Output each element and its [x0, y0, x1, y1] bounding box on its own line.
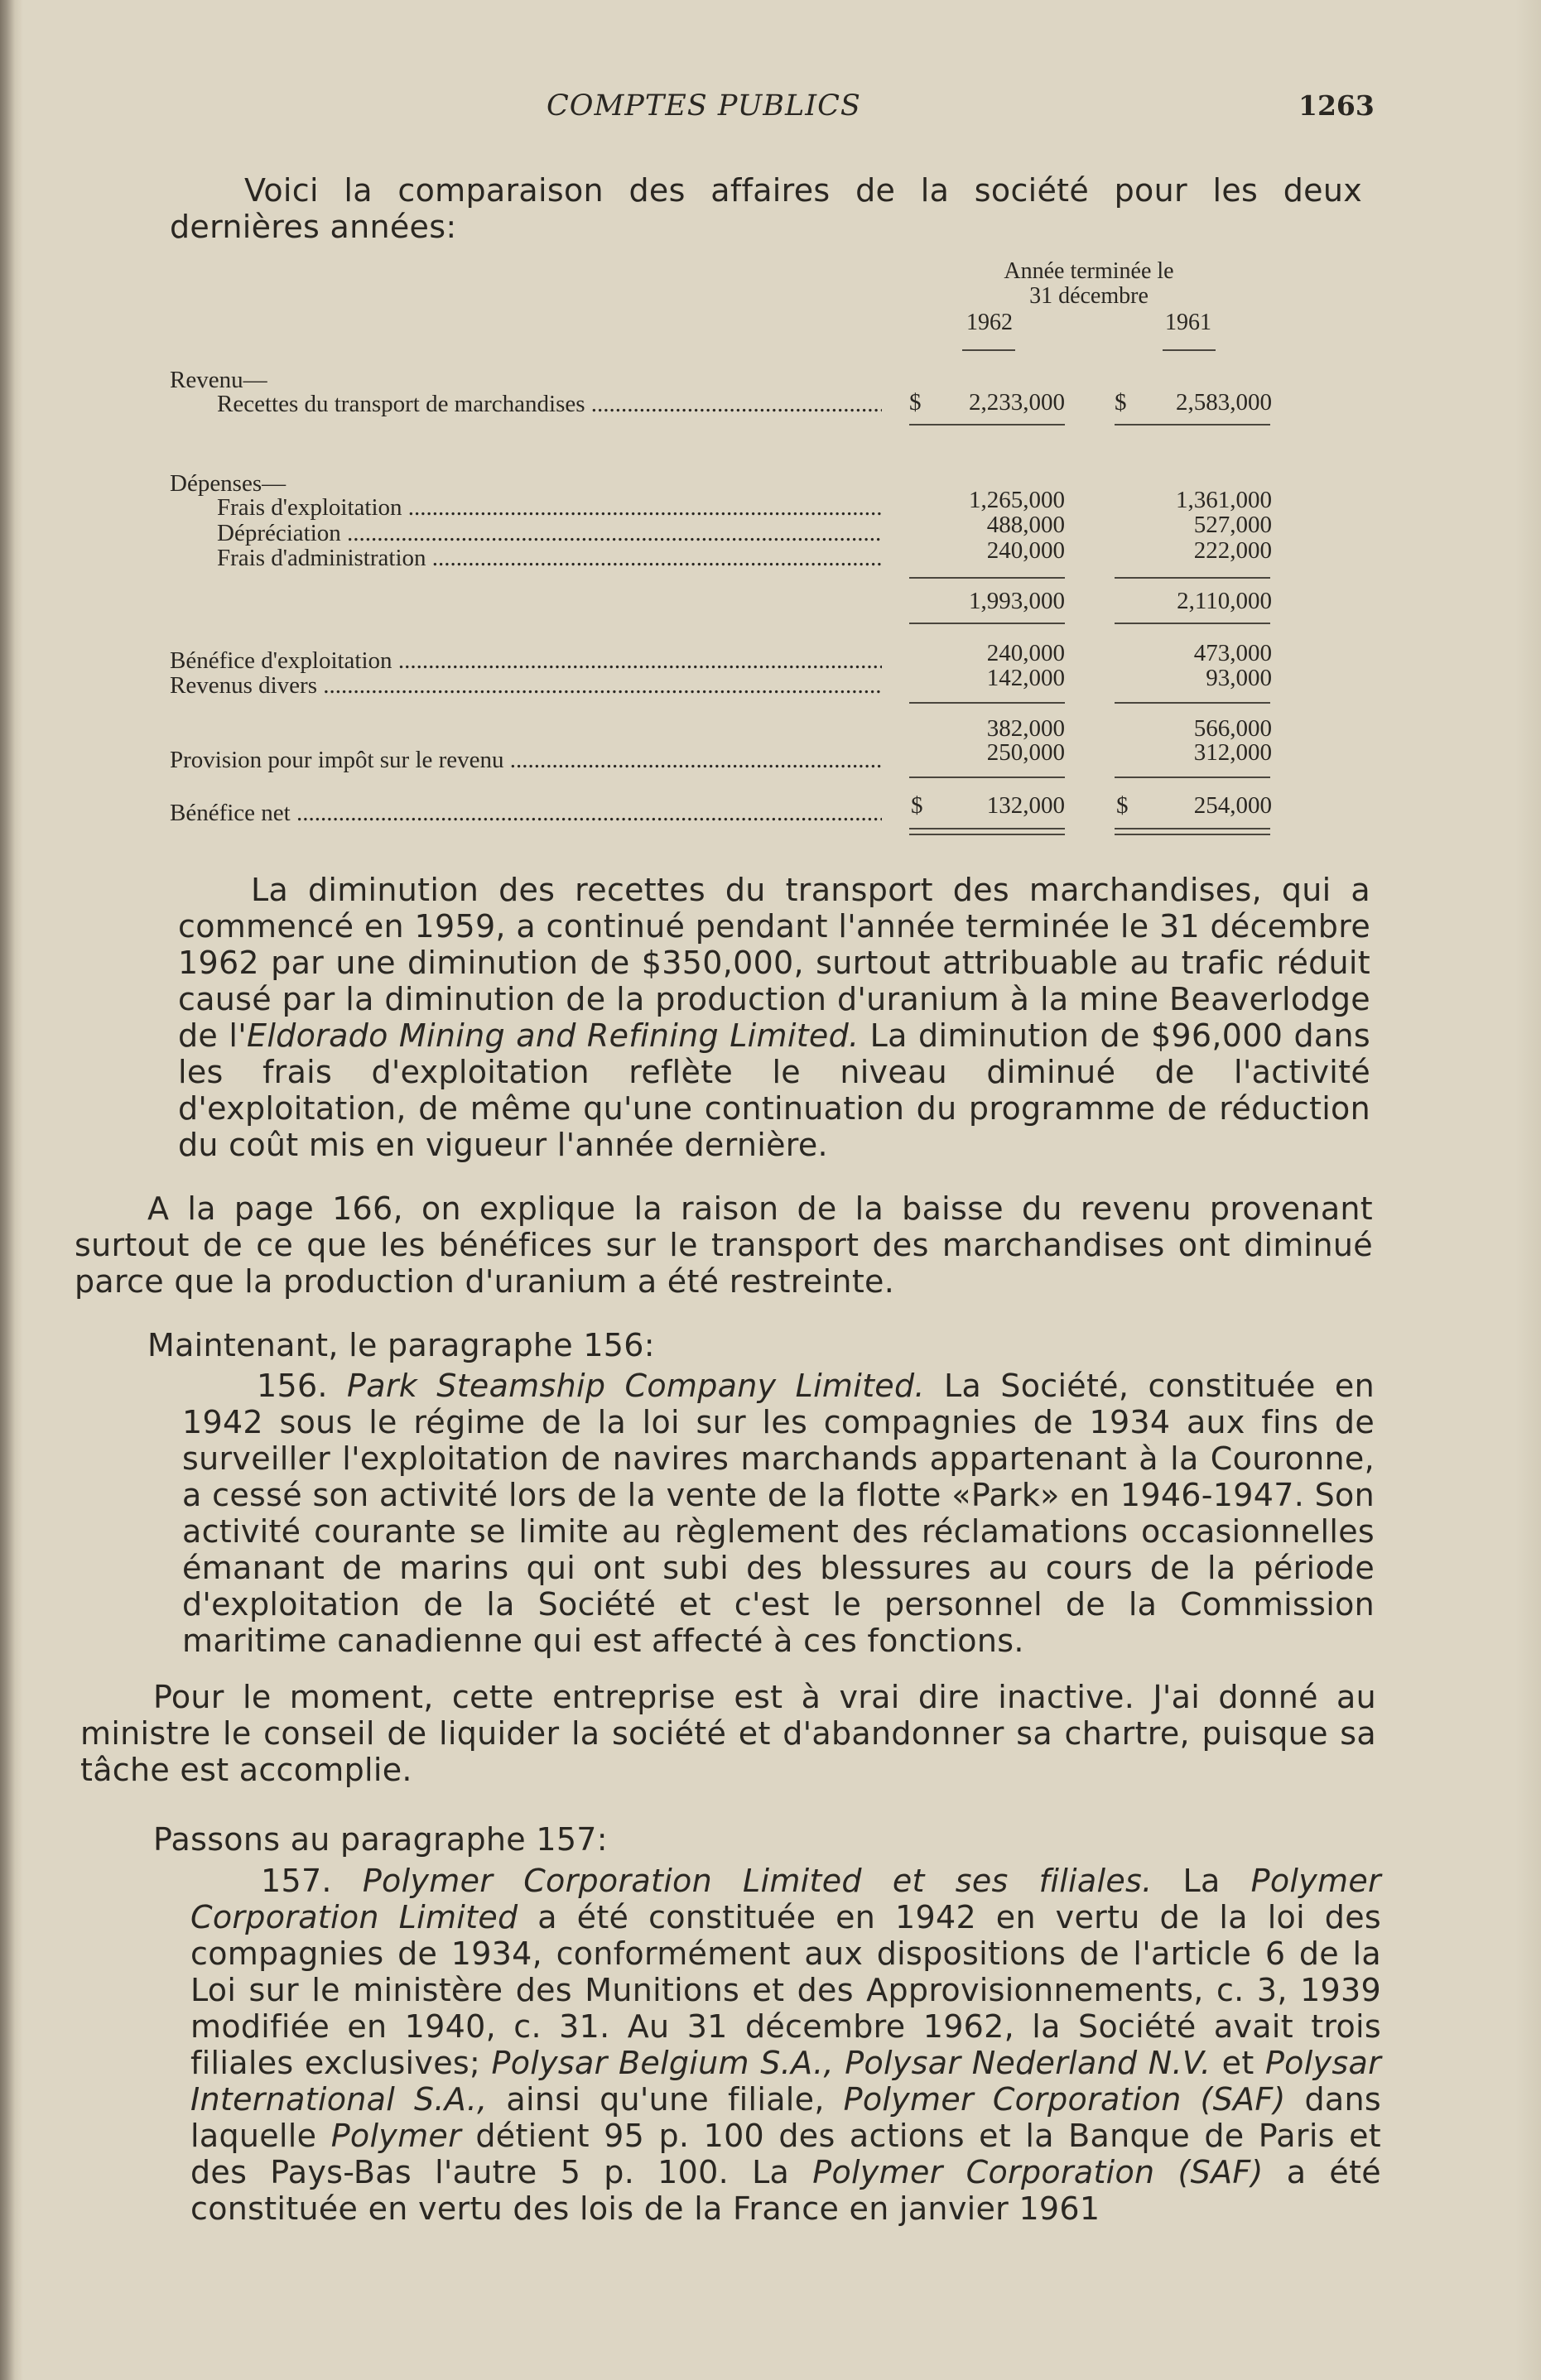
year-underline: [962, 349, 1015, 351]
value-freight-1961: 2,583,000: [1176, 389, 1272, 416]
paragraph-inactive: Pour le moment, cette entreprise est à vrai dire inactive. J'ai donné au ministre le conseil de liquider la société et d'abandonner sa chartre, puisque sa tâche est accomplie.: [80, 1679, 1376, 1788]
subtotal-rule: [909, 777, 1065, 778]
paragraph-156: [182, 1368, 1375, 1659]
row-label-misc-revenue: Revenus divers .....: [170, 672, 882, 700]
company-name: Polymer Corporation (SAF): [843, 2081, 1286, 2118]
value-admin-1962: 240,000: [986, 537, 1065, 564]
company-name: Polymer: [330, 2118, 462, 2154]
row-label-operating: Frais d'exploitation .....: [217, 494, 882, 522]
paragraph-text: La: [1152, 1863, 1251, 1899]
company-name: Park Steamship Company Limited.: [347, 1368, 925, 1404]
company-name: Polysar Belgium S.A., Polysar Nederland N.V.: [491, 2045, 1211, 2081]
paragraph-text: et: [1211, 2045, 1265, 2081]
company-name: Polymer Corporation Limited: [190, 1863, 1381, 1935]
column-year-1961: 1961: [1165, 310, 1211, 335]
row-label-freight: Recettes du transport de marchandises .....: [217, 391, 882, 418]
paragraph-text: La diminution de $96,000 dans les frais d'exploitation reflète le niveau diminué de l'activité d'exploitation, de même qu'une continuation du programme de réduction du coût mis en vigueur l'année dernière.: [178, 1017, 1370, 1163]
row-label-tax: Provision pour impôt sur le revenu .....: [170, 747, 882, 774]
value-net-income-1961: 254,000: [1193, 792, 1272, 819]
paragraph-number: 156.: [257, 1368, 348, 1404]
page-number: 1263: [1298, 89, 1375, 122]
double-rule: [1115, 828, 1270, 829]
year-underline: [1163, 349, 1216, 351]
value-depreciation-1961: 527,000: [1193, 512, 1272, 538]
row-label-operating-profit: Bénéfice d'exploitation .....: [170, 647, 882, 675]
company-name: Polymer Corporation (SAF): [812, 2154, 1264, 2190]
value-operating-profit-1961: 473,000: [1193, 640, 1272, 666]
company-name: Polysar International S.A.,: [190, 2045, 1381, 2118]
value-misc-revenue-1961: 93,000: [1206, 665, 1272, 691]
subtotal-rule: [909, 702, 1065, 704]
paragraph-text: a été constituée en 1942 en vertu de la loi des compagnies de 1934, conformément aux dispositions de l'article 6 de la Loi sur le ministère des Munitions et des Approvisionnements, c. 3, 1939 modifiée en 1940, c. 31. Au 31 décembre 1962, la Société avait trois filiales exclusives;: [190, 1899, 1381, 2081]
paragraph-text: dans laquelle: [190, 2081, 1381, 2154]
value-subtotal-1961: 566,000: [1193, 715, 1272, 742]
column-header-line1: Année terminée le: [1004, 258, 1174, 284]
value-depreciation-1962: 488,000: [986, 512, 1065, 538]
currency-symbol: $: [1116, 792, 1129, 819]
row-label-depreciation: Dépréciation .....: [217, 520, 882, 547]
paragraph-freight-decline: [178, 872, 1370, 1163]
paragraph-text: a été constituée en vertu des lois de la France en janvier 1961: [190, 2154, 1381, 2227]
company-name: Polymer Corporation Limited et ses filiales.: [362, 1863, 1153, 1899]
paragraph-text: ainsi qu'une filiale,: [487, 2081, 844, 2118]
double-rule: [909, 834, 1065, 835]
value-misc-revenue-1962: 142,000: [986, 665, 1065, 691]
paragraph-number: 157.: [261, 1863, 363, 1899]
paragraph-157-intro: Passons au paragraphe 157:: [153, 1821, 608, 1858]
paragraph-text: La diminution des recettes du transport des marchandises, qui a commencé en 1959, a continué pendant l'année terminée le 31 décembre 1962 par une diminution de $350,000, surtout attribuable au trafic réduit causé par la diminution de la production d'uranium à la mine Beaverlodge de l': [178, 872, 1370, 1054]
currency-symbol: $: [911, 792, 923, 819]
value-net-income-1962: 132,000: [986, 792, 1065, 819]
double-rule: [909, 828, 1065, 829]
value-expenses-total-1962: 1,993,000: [969, 588, 1065, 614]
value-freight-1962: 2,233,000: [969, 389, 1065, 416]
company-name: Eldorado Mining and Refining Limited.: [247, 1017, 860, 1054]
revenue-heading: Revenu—: [170, 367, 267, 393]
expenses-heading: Dépenses—: [170, 470, 287, 497]
paragraph-156-intro: Maintenant, le paragraphe 156:: [147, 1327, 655, 1363]
value-operating-profit-1962: 240,000: [986, 640, 1065, 666]
row-label-admin: Frais d'administration .....: [217, 545, 882, 572]
paragraph-text: La Société, constituée en 1942 sous le régime de la loi sur les compagnies de 1934 aux fins de surveiller l'exploitation de navires marchands appartenant à la Couronne, a cessé son activité lors de la vente de la flotte «Park» en 1946-1947. Son activité courante se limite au règlement des réclamations occasionnelles émanant de marins qui ont subi des blessures au cours de la période d'exploitation de la Société et c'est le personnel de la Commission maritime canadienne qui est affecté à ces fonctions.: [182, 1368, 1375, 1659]
paragraph-page-166: A la page 166, on explique la raison de la baisse du revenu provenant surtout de ce que les bénéfices sur le transport des marchandises ont diminué parce que la production d'uranium a été restreinte.: [75, 1190, 1373, 1300]
running-head: [0, 89, 1541, 131]
total-rule: [1115, 623, 1270, 624]
subtotal-rule: [909, 577, 1065, 579]
value-admin-1961: 222,000: [1193, 537, 1272, 564]
currency-symbol: $: [1115, 389, 1127, 416]
total-rule: [1115, 424, 1270, 426]
subtotal-rule: [1115, 702, 1270, 704]
value-operating-1962: 1,265,000: [969, 487, 1065, 513]
currency-symbol: $: [909, 389, 922, 416]
running-title: COMPTES PUBLICS: [547, 89, 861, 123]
value-subtotal-1962: 382,000: [986, 715, 1065, 742]
total-rule: [909, 424, 1065, 426]
value-expenses-total-1961: 2,110,000: [1177, 588, 1272, 614]
total-rule: [909, 623, 1065, 624]
paragraph-157: [190, 1863, 1381, 2227]
paragraph-text: détient 95 p. 100 des actions et la Banque de Paris et des Pays-Bas l'autre 5 p. 100. La: [190, 2118, 1381, 2190]
row-label-net-income: Bénéfice net .....: [170, 800, 882, 827]
subtotal-rule: [1115, 577, 1270, 579]
column-header-line2: 31 décembre: [1029, 283, 1149, 309]
subtotal-rule: [1115, 777, 1270, 778]
intro-paragraph: Voici la comparaison des affaires de la société pour les deux dernières années:: [170, 172, 1362, 245]
value-tax-1962: 250,000: [986, 739, 1065, 766]
column-year-1962: 1962: [966, 310, 1013, 335]
value-operating-1961: 1,361,000: [1176, 487, 1272, 513]
double-rule: [1115, 834, 1270, 835]
value-tax-1961: 312,000: [1193, 739, 1272, 766]
